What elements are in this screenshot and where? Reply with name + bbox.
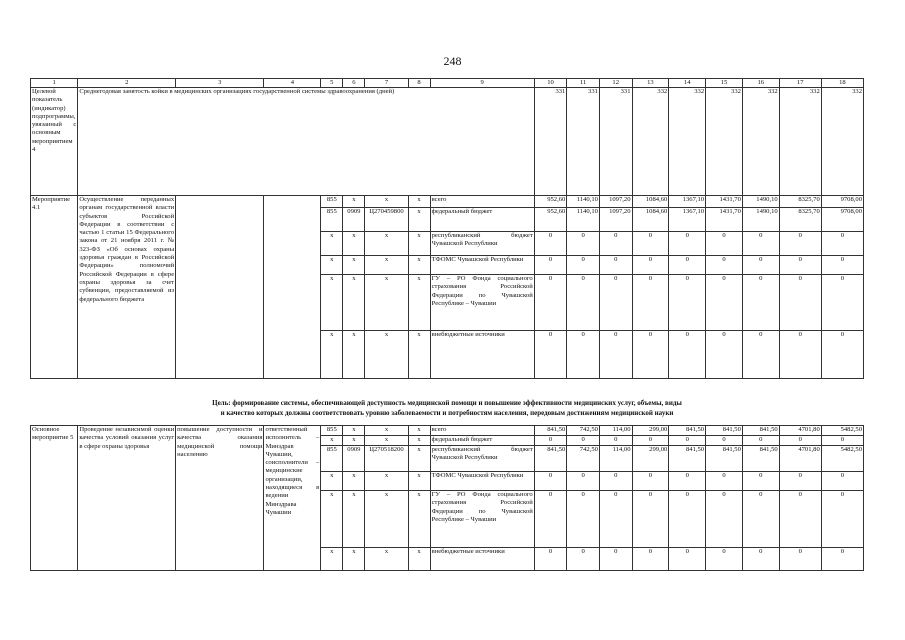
indicator-value: 332: [632, 88, 669, 196]
funding-source: федеральный бюджет: [430, 208, 534, 232]
funding-value: 0: [632, 331, 669, 379]
funding-value: 0: [742, 436, 779, 446]
funding-value: 0: [534, 232, 567, 256]
funding-value: 0: [534, 472, 567, 491]
column-number: 4: [264, 79, 321, 88]
funding-value: 0: [706, 232, 743, 256]
funding-value: 299,00: [632, 446, 669, 472]
budget-code-c7: x: [365, 256, 408, 275]
funding-value: 1140,10: [567, 196, 600, 208]
measure-responsible-empty: [264, 196, 321, 379]
column-number: 2: [78, 79, 176, 88]
funding-value: 841,50: [742, 426, 779, 436]
goal-line-2: и качество которых должны соответствовать уровню заболеваемости и потребностям населения, передовым достижениям медицинской науки: [220, 408, 674, 417]
budget-code-c7: x: [365, 232, 408, 256]
funding-value: 0: [669, 472, 706, 491]
funding-value: 0: [599, 491, 632, 548]
budget-code-c7: Ц270518200: [365, 446, 408, 472]
indicator-value: 332: [706, 88, 743, 196]
goal-statement: [30, 399, 864, 418]
funding-value: 0: [821, 548, 863, 571]
funding-value: 0: [742, 232, 779, 256]
funding-source: ТФОМС Чувашской Республики: [430, 256, 534, 275]
funding-value: 8325,70: [779, 196, 821, 208]
funding-value: 0: [632, 472, 669, 491]
budget-code-c5: 855: [321, 196, 343, 208]
funding-value: 0: [599, 436, 632, 446]
funding-value: 0: [567, 491, 600, 548]
funding-value: 9708,00: [821, 208, 863, 232]
funding-value: 4701,80: [779, 446, 821, 472]
funding-value: 0: [742, 331, 779, 379]
indicator-value: 331: [599, 88, 632, 196]
budget-code-c8: x: [408, 331, 430, 379]
funding-value: 114,00: [599, 446, 632, 472]
funding-value: 0: [706, 331, 743, 379]
funding-value: 0: [742, 491, 779, 548]
funding-value: 0: [632, 256, 669, 275]
funding-value: 0: [779, 436, 821, 446]
funding-value: 0: [706, 548, 743, 571]
funding-row: [31, 196, 864, 208]
column-number: 8: [408, 79, 430, 88]
funding-value: 0: [706, 491, 743, 548]
budget-code-c5: x: [321, 232, 343, 256]
budget-code-c6: x: [343, 275, 365, 331]
measure-label: Основное мероприятие 5: [31, 426, 78, 571]
budget-code-c6: x: [343, 436, 365, 446]
funding-value: 1140,10: [567, 208, 600, 232]
indicator-value: 332: [669, 88, 706, 196]
funding-value: 0: [669, 436, 706, 446]
funding-value: 0: [779, 548, 821, 571]
funding-value: 1490,10: [742, 196, 779, 208]
column-number: 18: [821, 79, 863, 88]
funding-value: 0: [779, 472, 821, 491]
funding-value: 0: [632, 436, 669, 446]
column-number: 5: [321, 79, 343, 88]
funding-value: 0: [599, 548, 632, 571]
measure-name: Проведение независимой оценки качества условий оказания услуг в сфере охраны здоровья: [78, 426, 176, 571]
funding-value: 0: [779, 232, 821, 256]
funding-value: 0: [534, 491, 567, 548]
goal-line-1: Цель: формирование системы, обеспечивающей доступность медицинской помощи и повышение эффективности медицинских услуг, объемы, виды: [212, 399, 682, 407]
budget-code-c8: x: [408, 208, 430, 232]
funding-value: 1084,60: [632, 196, 669, 208]
budget-code-c8: x: [408, 491, 430, 548]
funding-source: республиканский бюджет Чувашской Республики: [430, 446, 534, 472]
budget-code-c5: 855: [321, 208, 343, 232]
funding-value: 9708,00: [821, 196, 863, 208]
funding-value: 0: [821, 491, 863, 548]
column-number-row: [31, 79, 864, 88]
measure-goal: повышение доступности и качества оказания медицинской помощи населению: [176, 426, 264, 571]
funding-value: 0: [599, 256, 632, 275]
funding-value: 0: [706, 256, 743, 275]
budget-code-c5: x: [321, 548, 343, 571]
budget-code-c6: x: [343, 548, 365, 571]
funding-value: 1431,70: [706, 208, 743, 232]
funding-value: 0: [669, 491, 706, 548]
indicator-label: Целевой показатель (индикатор) подпрограммы, увязанный с основным мероприятием 4: [31, 88, 78, 196]
funding-value: 0: [567, 548, 600, 571]
indicator-value: 331: [567, 88, 600, 196]
column-number: 16: [742, 79, 779, 88]
funding-value: 0: [534, 256, 567, 275]
indicator-row: [31, 88, 864, 196]
funding-value: 0: [706, 275, 743, 331]
funding-source: всего: [430, 196, 534, 208]
budget-code-c5: x: [321, 331, 343, 379]
budget-code-c6: 0909: [343, 208, 365, 232]
budget-code-c7: x: [365, 548, 408, 571]
budget-code-c5: x: [321, 491, 343, 548]
budget-code-c7: Ц270459800: [365, 208, 408, 232]
budget-code-c6: x: [343, 472, 365, 491]
budget-code-c6: x: [343, 426, 365, 436]
funding-value: 841,50: [534, 446, 567, 472]
page-number: 248: [443, 54, 462, 68]
budget-code-c8: x: [408, 472, 430, 491]
funding-value: 1367,10: [669, 196, 706, 208]
column-number: 10: [534, 79, 567, 88]
funding-value: 1084,60: [632, 208, 669, 232]
column-number: 1: [31, 79, 78, 88]
funding-value: 0: [567, 472, 600, 491]
funding-value: 0: [779, 275, 821, 331]
funding-source: ГУ – РО Фонда социального страхования Российской Федерации по Чувашской Республике – Чувашии: [430, 275, 534, 331]
budget-code-c8: x: [408, 256, 430, 275]
program-table-top: [30, 78, 864, 379]
measure-name: Осуществление переданных органам государственной власти субъектов Российской Федерации в соответствии с частью 1 статьи 15 Федерального закона от 21 ноября 2011 г. № 323-ФЗ «Об основах охраны здоровья граждан в Российской Федерации» полномочий Российской Федерации в сфере охраны здоровья за счет субвенции, предоставляемой из федерального бюджета: [78, 196, 176, 379]
funding-value: 0: [534, 275, 567, 331]
funding-value: 742,50: [567, 446, 600, 472]
funding-value: 1367,10: [669, 208, 706, 232]
funding-value: 5482,50: [821, 426, 863, 436]
funding-value: 841,50: [742, 446, 779, 472]
funding-value: 0: [632, 491, 669, 548]
budget-code-c6: x: [343, 256, 365, 275]
funding-value: 0: [599, 275, 632, 331]
budget-code-c5: 855: [321, 426, 343, 436]
budget-code-c7: x: [365, 331, 408, 379]
budget-code-c7: x: [365, 275, 408, 331]
funding-value: 952,60: [534, 196, 567, 208]
column-number: 14: [669, 79, 706, 88]
indicator-value: 332: [779, 88, 821, 196]
budget-code-c5: x: [321, 256, 343, 275]
budget-code-c5: x: [321, 472, 343, 491]
funding-value: 0: [821, 436, 863, 446]
funding-value: 0: [742, 275, 779, 331]
funding-value: 0: [779, 256, 821, 275]
funding-value: 841,50: [669, 446, 706, 472]
funding-value: 0: [567, 331, 600, 379]
measure-label: Мероприятие 4.1: [31, 196, 78, 379]
budget-code-c8: x: [408, 196, 430, 208]
budget-code-c5: 855: [321, 446, 343, 472]
column-number: 3: [176, 79, 264, 88]
funding-value: 0: [567, 275, 600, 331]
funding-value: 0: [821, 331, 863, 379]
funding-value: 0: [669, 275, 706, 331]
column-number: 11: [567, 79, 600, 88]
funding-value: 0: [706, 472, 743, 491]
budget-code-c7: x: [365, 196, 408, 208]
funding-value: 8325,70: [779, 208, 821, 232]
column-number: 9: [430, 79, 534, 88]
budget-code-c8: x: [408, 232, 430, 256]
funding-value: 0: [821, 232, 863, 256]
funding-value: 952,60: [534, 208, 567, 232]
funding-value: 5482,50: [821, 446, 863, 472]
funding-value: 0: [632, 275, 669, 331]
funding-value: 0: [669, 331, 706, 379]
funding-value: 0: [669, 548, 706, 571]
funding-value: 0: [669, 232, 706, 256]
indicator-value: 332: [742, 88, 779, 196]
funding-value: 841,50: [706, 446, 743, 472]
measure-responsible: ответственный исполнитель – Минздрав Чувашии, соисполнители – медицинские организации, находящиеся в ведении Минздрава Чувашии: [264, 426, 321, 571]
funding-value: 1097,20: [599, 196, 632, 208]
funding-value: 0: [534, 331, 567, 379]
budget-code-c6: x: [343, 232, 365, 256]
funding-value: 0: [742, 472, 779, 491]
funding-value: 0: [599, 331, 632, 379]
funding-source: внебюджетные источники: [430, 331, 534, 379]
funding-value: 0: [779, 491, 821, 548]
budget-code-c6: x: [343, 491, 365, 548]
budget-code-c8: x: [408, 436, 430, 446]
budget-code-c8: x: [408, 426, 430, 436]
funding-value: 0: [821, 472, 863, 491]
measure-goal-empty: [176, 196, 264, 379]
funding-source: всего: [430, 426, 534, 436]
funding-value: 0: [599, 232, 632, 256]
column-number: 6: [343, 79, 365, 88]
budget-code-c7: x: [365, 436, 408, 446]
funding-value: 0: [567, 256, 600, 275]
budget-code-c7: x: [365, 426, 408, 436]
funding-value: 0: [706, 436, 743, 446]
funding-value: 1431,70: [706, 196, 743, 208]
funding-value: 841,50: [534, 426, 567, 436]
funding-row: [31, 426, 864, 436]
funding-value: 0: [779, 331, 821, 379]
funding-value: 0: [632, 548, 669, 571]
measure-4-1-block: [31, 196, 864, 379]
indicator-value: 332: [821, 88, 863, 196]
budget-code-c6: x: [343, 196, 365, 208]
funding-source: внебюджетные источники: [430, 548, 534, 571]
funding-value: 0: [742, 548, 779, 571]
budget-code-c7: x: [365, 491, 408, 548]
main-measure-5-block: [31, 426, 864, 571]
column-number: 17: [779, 79, 821, 88]
funding-value: 0: [567, 232, 600, 256]
funding-value: 841,50: [706, 426, 743, 436]
funding-value: 0: [534, 436, 567, 446]
funding-value: 742,50: [567, 426, 600, 436]
funding-value: 0: [669, 256, 706, 275]
funding-value: 1490,10: [742, 208, 779, 232]
column-number: 12: [599, 79, 632, 88]
funding-value: 299,00: [632, 426, 669, 436]
budget-code-c6: x: [343, 331, 365, 379]
funding-source: республиканский бюджет Чувашской Республики: [430, 232, 534, 256]
column-number: 7: [365, 79, 408, 88]
budget-code-c5: x: [321, 436, 343, 446]
budget-code-c5: x: [321, 275, 343, 331]
funding-value: 1097,20: [599, 208, 632, 232]
funding-value: 0: [567, 436, 600, 446]
funding-source: ГУ – РО Фонда социального страхования Российской Федерации по Чувашской Республике – Чувашии: [430, 491, 534, 548]
indicator-name: Среднегодовая занятость койки в медицинских организациях государственной системы здравоохранения (дней): [78, 88, 534, 196]
funding-value: 0: [632, 232, 669, 256]
funding-value: 0: [742, 256, 779, 275]
budget-code-c8: x: [408, 275, 430, 331]
funding-value: 0: [599, 472, 632, 491]
column-number: 13: [632, 79, 669, 88]
funding-source: федеральный бюджет: [430, 436, 534, 446]
funding-value: 0: [821, 275, 863, 331]
budget-code-c8: x: [408, 446, 430, 472]
indicator-value: 331: [534, 88, 567, 196]
funding-value: 0: [821, 256, 863, 275]
budget-code-c6: 0909: [343, 446, 365, 472]
budget-code-c7: x: [365, 472, 408, 491]
program-table-bottom: [30, 425, 864, 571]
funding-value: 4701,80: [779, 426, 821, 436]
funding-value: 114,00: [599, 426, 632, 436]
funding-value: 841,50: [669, 426, 706, 436]
funding-value: 0: [534, 548, 567, 571]
budget-code-c8: x: [408, 548, 430, 571]
funding-source: ТФОМС Чувашской Республики: [430, 472, 534, 491]
column-number: 15: [706, 79, 743, 88]
